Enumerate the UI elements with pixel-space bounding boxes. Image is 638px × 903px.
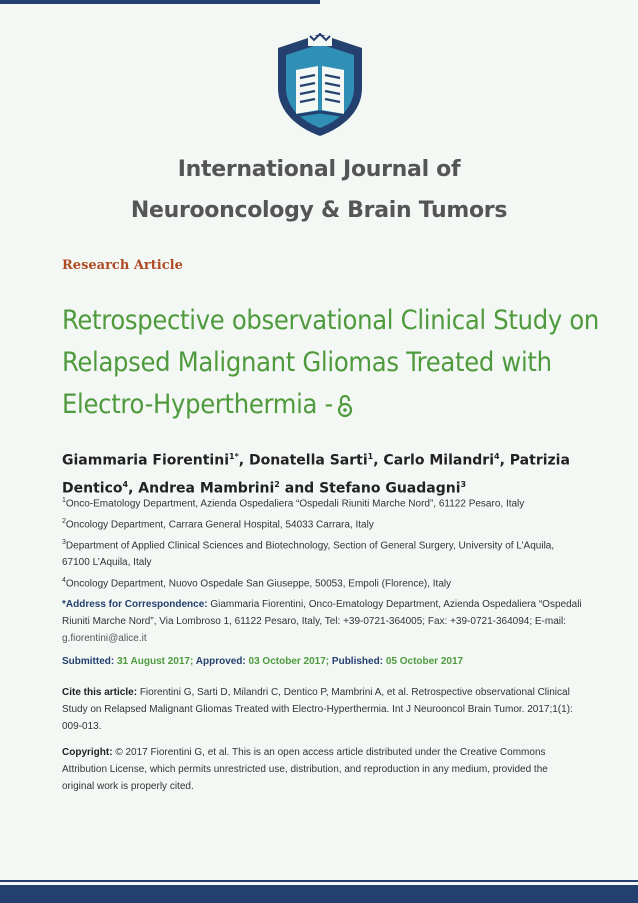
affiliation-number: 4 — [62, 576, 66, 584]
publication-dates — [62, 656, 582, 667]
copyright-label: Copyright: — [62, 747, 113, 758]
submitted-label: Submitted: — [62, 656, 115, 667]
open-access-icon — [337, 394, 353, 418]
submitted-date: 31 August 2017; — [117, 656, 194, 667]
affiliation-text: Onco-Ematology Department, Azienda Ospedaliera “Ospedali Riuniti Marche Nord”, 61122 Pesaro, Italy — [65, 498, 525, 510]
affiliation-item — [62, 572, 582, 593]
affiliation-list — [62, 492, 582, 593]
journal-title-line2: Neurooncology & Brain Tumors — [130, 198, 508, 223]
author-affiliation-marker: 4 — [494, 452, 500, 461]
paper-title — [62, 300, 622, 426]
author-separator: , — [238, 452, 249, 469]
published-label: Published: — [331, 656, 384, 667]
affiliation-item — [62, 534, 582, 572]
affiliation-item — [62, 492, 582, 513]
affiliation-text: Department of Applied Clinical Sciences and Biotechnology, Section of General Surgery, University of L’Aquila, 67100 L’Aquila, Italy — [62, 539, 555, 569]
author-name: Giammaria Fiorentini — [62, 452, 229, 469]
paper-title-text: Retrospective observational Clinical Study on Relapsed Malignant Gliomas Treated with Electro-Hyperthermia - — [62, 305, 599, 420]
affiliation-number: 1 — [62, 497, 66, 504]
author-affiliation-marker: 2 — [274, 479, 280, 489]
author-affiliation-marker: 1 — [367, 452, 374, 461]
copyright — [62, 744, 582, 795]
author-name: Andrea Mambrini — [138, 480, 275, 497]
author-affiliation-marker: 4 — [122, 479, 129, 489]
published-date: 05 October 2017 — [385, 656, 464, 667]
affiliation-number: 2 — [62, 517, 66, 525]
top-accent-bar — [0, 0, 320, 4]
author-affiliation-marker: 1* — [229, 452, 239, 461]
author-separator: , — [128, 480, 139, 497]
correspondence-text: Giammaria Fiorentini, Onco-Ematology Department, Azienda Ospedaliera “Ospedali Riuniti Marche Nord”, Via Lombroso 1, 61122 Pesaro, Italy, Tel: +39-0721-364005; Fax: +39-0721-364094; E-mail: — [62, 599, 582, 627]
author-affiliation-marker: 3 — [460, 479, 467, 489]
approved-label: Approved: — [195, 656, 246, 667]
affiliation-text: Oncology Department, Nuovo Ospedale San Giuseppe, 50053, Empoli (Florence), Italy — [65, 578, 452, 590]
citation-text: Fiorentini G, Sarti D, Milandri C, Dentico P, Mambrini A, et al. Retrospective observational Clinical Study on Relapsed Malignant Gliomas Treated with Electro-Hyperthermia. Int J Neurooncol Brain Tumor. 2017;1(1): 009-013. — [62, 687, 573, 732]
citation — [62, 684, 582, 735]
affiliation-item — [62, 513, 582, 534]
article-type: Research Article — [62, 258, 183, 273]
journal-title-line1: International Journal of — [177, 157, 461, 182]
author-name: Donatella Sarti — [248, 452, 368, 469]
journal-logo-shield-book-icon — [270, 30, 370, 140]
citation-label: Cite this article: — [62, 687, 138, 698]
affiliation-text: Oncology Department, Carrara General Hospital, 54033 Carrara, Italy — [65, 519, 374, 531]
correspondence — [62, 596, 582, 647]
author-separator: , — [373, 452, 384, 469]
author-name: Carlo Milandri — [383, 452, 495, 469]
approved-date: 03 October 2017; — [248, 656, 330, 667]
bottom-accent-bar — [0, 885, 638, 903]
author-name: Patrizia Dentico — [62, 452, 570, 497]
author-separator: , — [499, 452, 510, 469]
correspondence-label: *Address for Correspondence: — [62, 599, 208, 610]
correspondence-email-link[interactable]: g.fiorentini@alice.it — [62, 633, 147, 644]
author-name: Stefano Guadagni — [319, 480, 461, 497]
copyright-text: © 2017 Fiorentini G, et al. This is an open access article distributed under the Creative Commons Attribution License, which permits unrestricted use, distribution, and reproduction in any medium, provided the original work is properly cited. — [62, 747, 548, 792]
affiliation-number: 3 — [62, 538, 66, 546]
author-separator: and — [279, 480, 320, 497]
